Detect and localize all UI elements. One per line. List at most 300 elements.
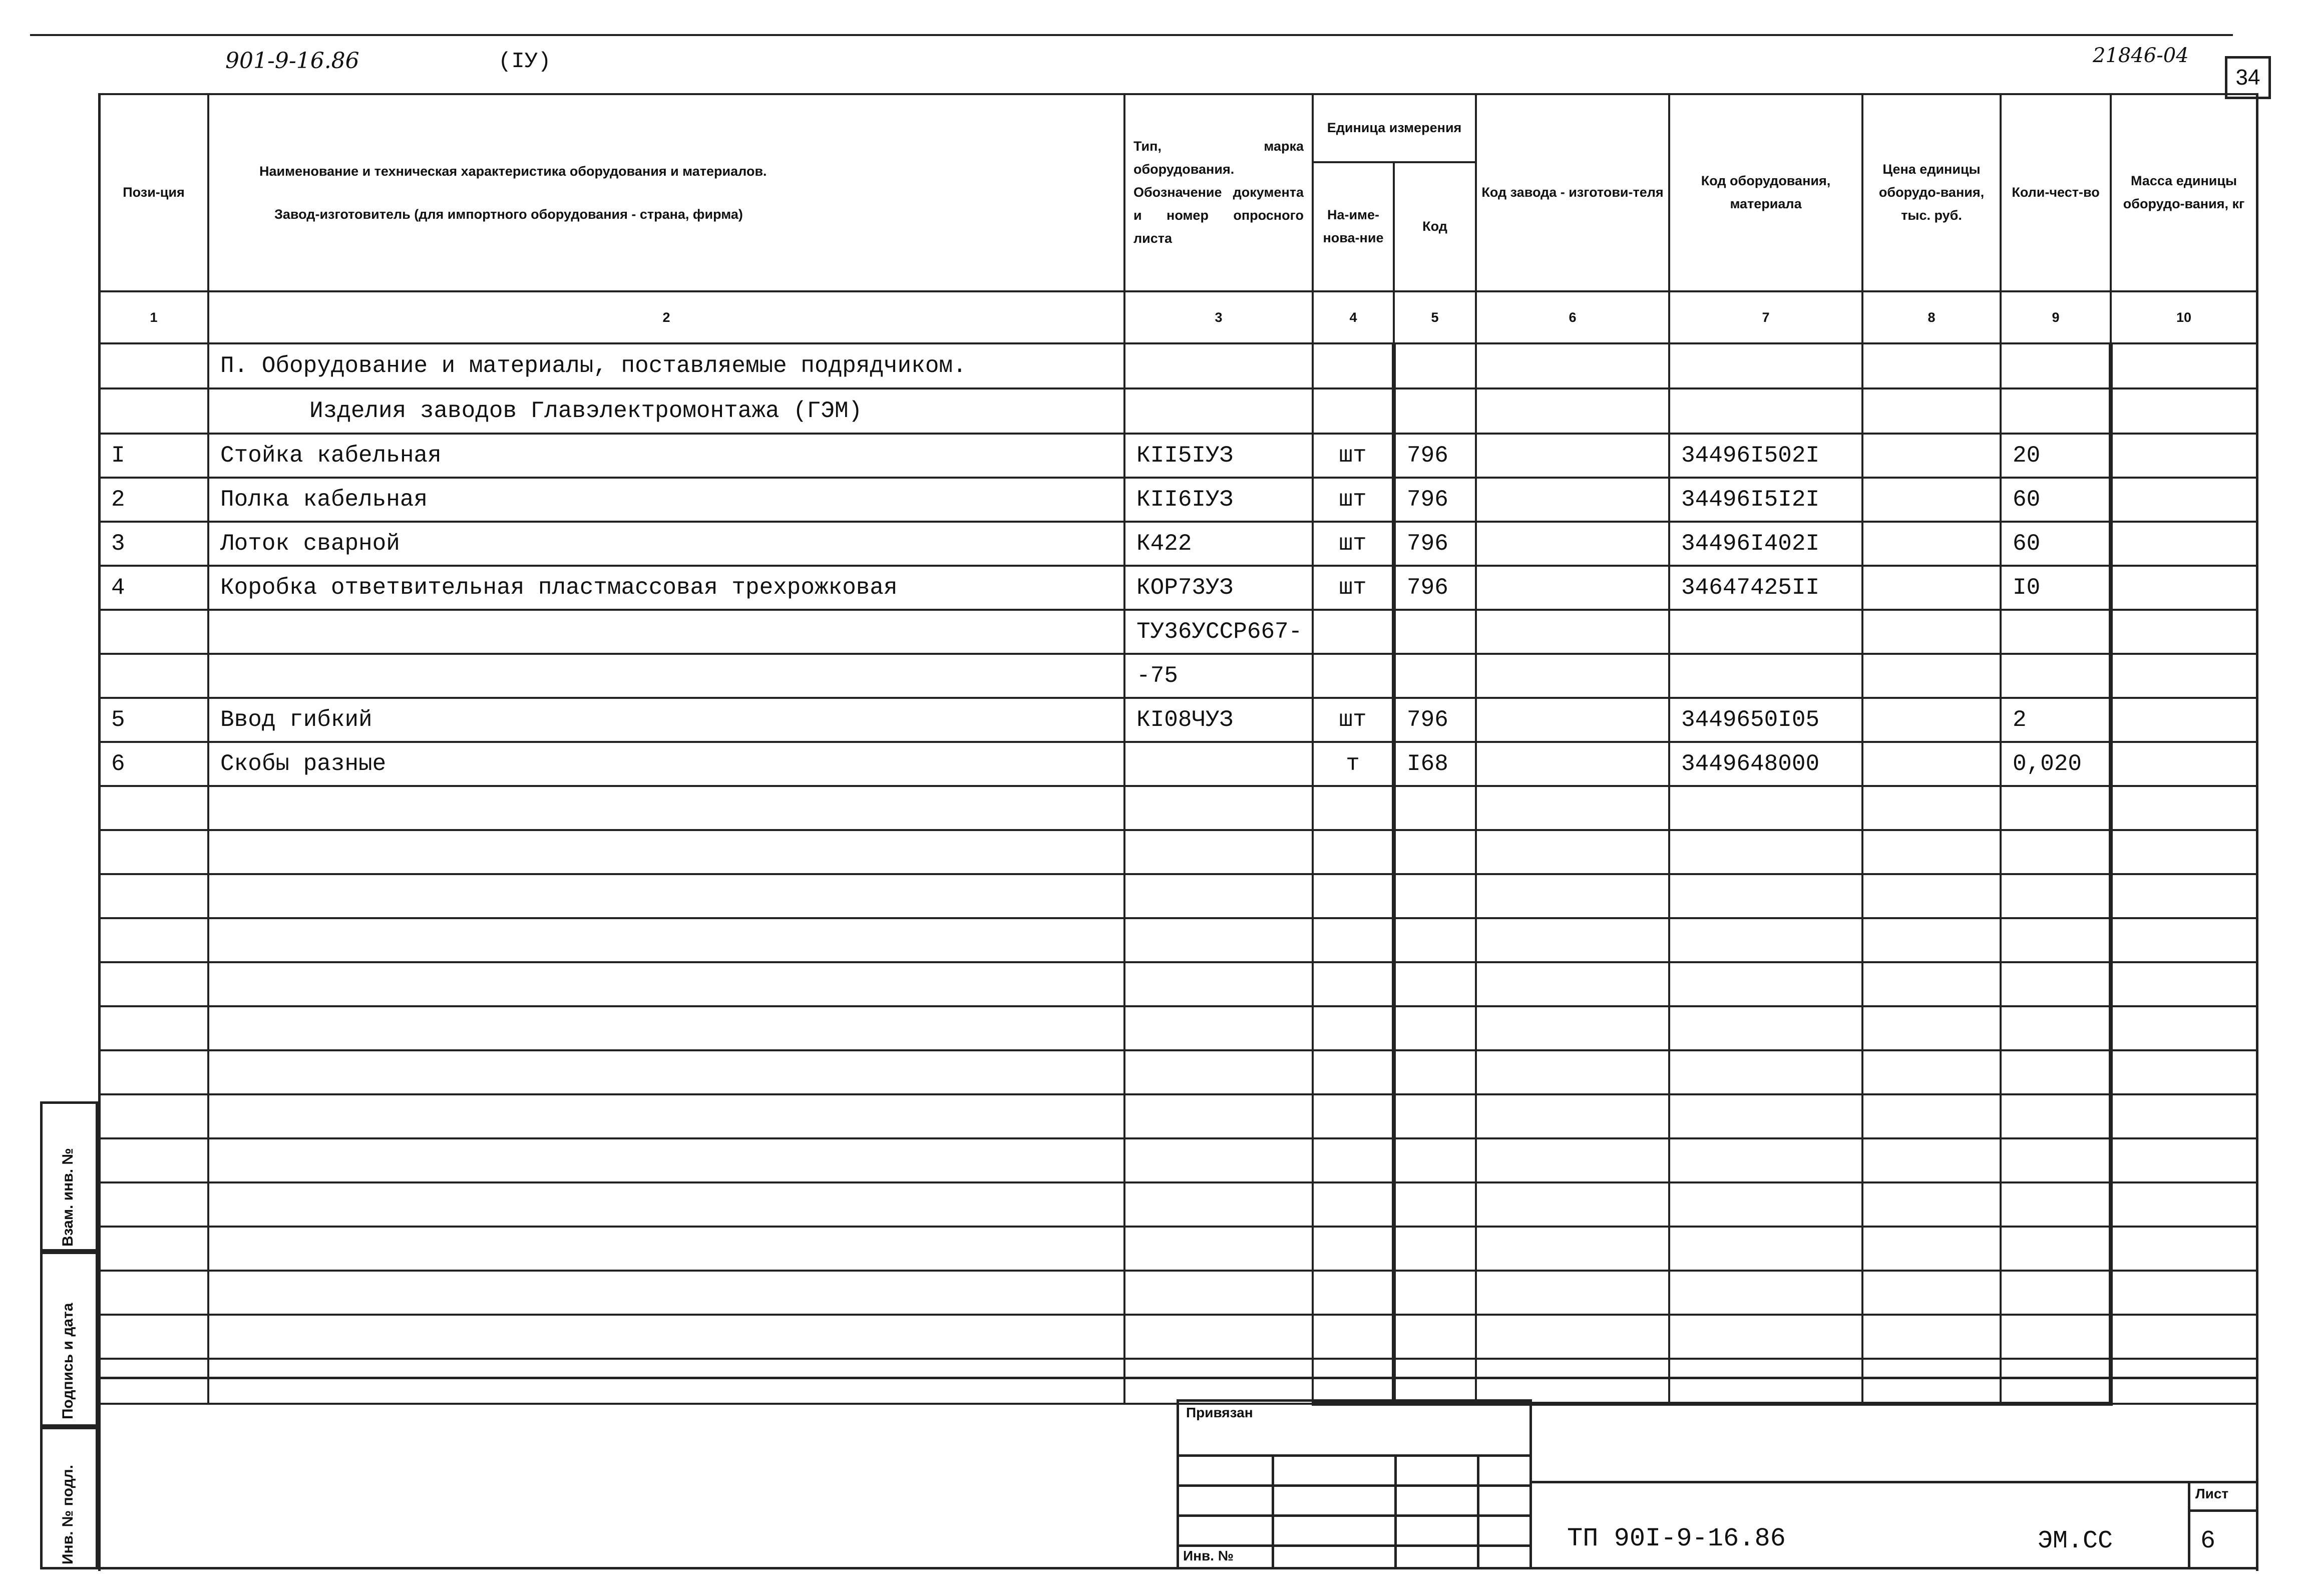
empty-cell <box>1476 1271 1669 1315</box>
empty-cell <box>99 1271 208 1315</box>
empty-cell <box>1394 962 1476 1006</box>
empty-cell <box>2001 962 2111 1006</box>
col-number: 8 <box>1862 291 2001 343</box>
item-material-code <box>1669 654 1862 698</box>
item-unit: шт <box>1313 434 1394 478</box>
col-number: 4 <box>1313 291 1394 343</box>
empty-cell <box>1476 874 1669 918</box>
empty-cell <box>1669 1050 1862 1094</box>
col-price-header: Цена единицы оборудо-вания, тыс. руб. <box>1862 94 2001 291</box>
item-unit-code: 796 <box>1394 434 1476 478</box>
stamp-inv-original <box>40 1427 98 1569</box>
empty-cell <box>1862 1050 2001 1094</box>
doc-type: ЭМ.СС <box>2038 1527 2113 1555</box>
empty-cell <box>1669 830 1862 874</box>
empty-cell <box>1669 343 1862 388</box>
sheet-number: 34 <box>2235 65 2260 90</box>
empty-cell <box>208 962 1124 1006</box>
empty-cell <box>1394 1315 1476 1359</box>
empty-cell <box>1862 786 2001 830</box>
table-row <box>99 566 2257 610</box>
item-quantity: 60 <box>2001 522 2111 566</box>
item-position: 6 <box>99 742 208 786</box>
item-mass <box>2111 522 2257 566</box>
item-type: КI08ЧУЗ <box>1124 698 1313 742</box>
item-name: Ввод гибкий <box>208 698 1124 742</box>
empty-cell <box>1476 786 1669 830</box>
empty-cell <box>99 786 208 830</box>
item-material-code: 34647425II <box>1669 566 1862 610</box>
item-unit: шт <box>1313 698 1394 742</box>
empty-cell <box>1313 388 1394 434</box>
item-unit-code <box>1394 654 1476 698</box>
empty-cell <box>208 1094 1124 1138</box>
empty-row <box>99 1182 2257 1227</box>
empty-cell <box>1313 830 1394 874</box>
item-unit-code <box>1394 610 1476 654</box>
empty-cell <box>208 1227 1124 1271</box>
empty-cell <box>99 1138 208 1182</box>
item-type <box>1124 742 1313 786</box>
empty-cell <box>2111 830 2257 874</box>
empty-cell <box>99 1094 208 1138</box>
empty-cell <box>1124 786 1313 830</box>
empty-row <box>99 786 2257 830</box>
col-number: 1 <box>99 291 208 343</box>
empty-cell <box>1313 1094 1394 1138</box>
empty-cell <box>2001 1006 2111 1050</box>
empty-cell <box>1476 343 1669 388</box>
empty-cell <box>1313 918 1394 962</box>
item-price <box>1862 742 2001 786</box>
item-mass <box>2111 654 2257 698</box>
empty-cell <box>1476 1050 1669 1094</box>
grid-line <box>1394 1454 1397 1569</box>
empty-cell <box>1124 1182 1313 1227</box>
item-name: Скобы разные <box>208 742 1124 786</box>
table-row <box>99 522 2257 566</box>
empty-cell <box>2001 830 2111 874</box>
col-number: 6 <box>1476 291 1669 343</box>
table-row <box>99 478 2257 522</box>
sheet-cell-divider <box>2188 1481 2190 1569</box>
item-maker-code <box>1476 610 1669 654</box>
table-row <box>99 698 2257 742</box>
empty-cell <box>99 962 208 1006</box>
item-position <box>99 654 208 698</box>
empty-cell <box>208 874 1124 918</box>
empty-cell <box>2111 962 2257 1006</box>
item-position <box>99 610 208 654</box>
empty-cell <box>1394 874 1476 918</box>
item-name: Стойка кабельная <box>208 434 1124 478</box>
item-material-code: 34496I5I2I <box>1669 478 1862 522</box>
frame-bottom <box>40 1567 2258 1569</box>
empty-cell <box>1669 1315 1862 1359</box>
stamp-top-rule <box>1529 1481 2256 1483</box>
item-quantity: 60 <box>2001 478 2111 522</box>
sheet-cell-rule <box>2188 1509 2256 1512</box>
item-name: Коробка ответвительная пластмассовая трехрожковая <box>208 566 1124 610</box>
sheet-label: Лист <box>2195 1486 2229 1501</box>
empty-cell <box>1669 1138 1862 1182</box>
stamp-inv-replace <box>40 1101 98 1252</box>
empty-row <box>99 1094 2257 1138</box>
empty-cell <box>1124 1227 1313 1271</box>
handwritten-doc-code: 901-9-16.86 <box>225 48 359 74</box>
empty-cell <box>99 1315 208 1359</box>
table-row <box>99 434 2257 478</box>
col-qty-header: Коли-чест-во <box>2001 94 2111 291</box>
empty-cell <box>1669 388 1862 434</box>
col-number: 5 <box>1394 291 1476 343</box>
item-name: Лоток сварной <box>208 522 1124 566</box>
item-type: К422 <box>1124 522 1313 566</box>
empty-cell <box>99 874 208 918</box>
empty-cell <box>1862 1315 2001 1359</box>
inv-no-label: Инв. № <box>1183 1548 1234 1563</box>
item-maker-code <box>1476 654 1669 698</box>
empty-cell <box>1394 343 1476 388</box>
empty-cell <box>1669 1227 1862 1271</box>
item-unit: шт <box>1313 566 1394 610</box>
empty-cell <box>2001 1182 2111 1227</box>
table-row <box>99 742 2257 786</box>
col-number: 10 <box>2111 291 2257 343</box>
empty-cell <box>1124 343 1313 388</box>
item-price <box>1862 522 2001 566</box>
item-unit-code: 796 <box>1394 478 1476 522</box>
empty-row <box>99 1138 2257 1182</box>
col-maker-code-header: Код завода - изготови-теля <box>1476 94 1669 291</box>
item-unit <box>1313 610 1394 654</box>
empty-cell <box>1124 1094 1313 1138</box>
col-mass-header: Масса единицы оборудо-вания, кг <box>2111 94 2257 291</box>
item-quantity <box>2001 654 2111 698</box>
item-material-code: 34496I402I <box>1669 522 1862 566</box>
empty-cell <box>1476 962 1669 1006</box>
empty-cell <box>1394 918 1476 962</box>
item-name <box>208 610 1124 654</box>
col-position-header: Пози-ция <box>99 94 208 291</box>
empty-cell <box>2001 1271 2111 1315</box>
item-quantity <box>2001 610 2111 654</box>
empty-cell <box>1313 1359 1394 1404</box>
archive-number: 21846-04 <box>2093 44 2189 67</box>
empty-cell <box>1313 874 1394 918</box>
col-name-header-line2: Завод-изготовитель (для импортного оборудования - страна, фирма) <box>274 207 743 222</box>
col-number: 9 <box>2001 291 2111 343</box>
item-type: ТУ36УССР667- <box>1124 610 1313 654</box>
item-type: КII6IУЗ <box>1124 478 1313 522</box>
empty-cell <box>1124 1315 1313 1359</box>
item-unit-code: I68 <box>1394 742 1476 786</box>
empty-cell <box>1476 1227 1669 1271</box>
item-maker-code <box>1476 478 1669 522</box>
empty-cell <box>2001 1359 2111 1404</box>
empty-cell <box>1862 918 2001 962</box>
empty-cell <box>2001 1050 2111 1094</box>
empty-cell <box>1862 1271 2001 1315</box>
empty-cell <box>1124 830 1313 874</box>
empty-row <box>99 962 2257 1006</box>
item-maker-code <box>1476 434 1669 478</box>
empty-cell <box>2111 874 2257 918</box>
empty-cell <box>99 1227 208 1271</box>
item-position: 3 <box>99 522 208 566</box>
frame-left <box>98 93 101 1571</box>
item-price <box>1862 478 2001 522</box>
empty-cell <box>1862 1006 2001 1050</box>
empty-cell <box>1394 830 1476 874</box>
col-number: 2 <box>208 291 1124 343</box>
empty-cell <box>1862 343 2001 388</box>
item-position: 2 <box>99 478 208 522</box>
empty-cell <box>1124 1359 1313 1404</box>
item-mass <box>2111 434 2257 478</box>
empty-row <box>99 1359 2257 1404</box>
empty-cell <box>1476 830 1669 874</box>
empty-cell <box>2001 786 2111 830</box>
project-code: ТП 90I-9-16.86 <box>1567 1524 1786 1553</box>
col-number: 7 <box>1669 291 1862 343</box>
table-row <box>99 610 2257 654</box>
section-title: П. Оборудование и материалы, поставляемые подрядчиком. <box>208 343 1124 388</box>
empty-cell <box>1669 1006 1862 1050</box>
empty-cell <box>208 830 1124 874</box>
empty-cell <box>1313 1050 1394 1094</box>
empty-cell <box>208 918 1124 962</box>
empty-row <box>99 874 2257 918</box>
column-number-row <box>99 291 2257 343</box>
empty-cell <box>1476 918 1669 962</box>
privyazan-label: Привязан <box>1186 1405 1253 1420</box>
item-price <box>1862 434 2001 478</box>
empty-cell <box>2111 1182 2257 1227</box>
empty-cell <box>2001 388 2111 434</box>
item-material-code: 34496I502I <box>1669 434 1862 478</box>
empty-cell <box>2111 786 2257 830</box>
item-unit: т <box>1313 742 1394 786</box>
table-body <box>99 343 2257 1404</box>
top-rule <box>30 34 2233 36</box>
item-price <box>1862 566 2001 610</box>
empty-cell <box>2001 874 2111 918</box>
item-price <box>1862 654 2001 698</box>
empty-cell <box>208 786 1124 830</box>
empty-row <box>99 1227 2257 1271</box>
empty-cell <box>2001 1315 2111 1359</box>
empty-cell <box>1313 1315 1394 1359</box>
empty-cell <box>2001 343 2111 388</box>
empty-cell <box>1862 874 2001 918</box>
empty-cell <box>1313 1006 1394 1050</box>
empty-cell <box>1669 918 1862 962</box>
empty-row <box>99 918 2257 962</box>
empty-cell <box>1394 1050 1476 1094</box>
empty-cell <box>1862 388 2001 434</box>
empty-cell <box>1313 786 1394 830</box>
privyazan-box <box>1177 1399 1532 1569</box>
group-title-row <box>99 388 2257 434</box>
empty-cell <box>1862 1138 2001 1182</box>
col-number: 3 <box>1124 291 1313 343</box>
stamp-sign-date <box>40 1252 98 1427</box>
empty-cell <box>2111 1271 2257 1315</box>
empty-cell <box>1394 1094 1476 1138</box>
empty-cell <box>1394 388 1476 434</box>
empty-cell <box>1394 1182 1476 1227</box>
col-unit-name-header: На-име-нова-ние <box>1313 162 1394 291</box>
empty-cell <box>1124 1271 1313 1315</box>
empty-cell <box>1669 786 1862 830</box>
empty-cell <box>2001 1227 2111 1271</box>
empty-cell <box>1124 962 1313 1006</box>
empty-cell <box>99 1359 208 1404</box>
item-maker-code <box>1476 566 1669 610</box>
empty-cell <box>2111 1094 2257 1138</box>
grid-line <box>1272 1454 1274 1569</box>
item-unit-code: 796 <box>1394 698 1476 742</box>
empty-cell <box>2001 1094 2111 1138</box>
empty-cell <box>1669 1271 1862 1315</box>
header-row <box>99 94 2257 162</box>
item-unit-code: 796 <box>1394 522 1476 566</box>
empty-cell <box>1476 1182 1669 1227</box>
empty-cell <box>99 918 208 962</box>
col-name-header <box>208 94 1124 291</box>
empty-cell <box>208 1182 1124 1227</box>
empty-cell <box>1313 1182 1394 1227</box>
empty-cell <box>208 1138 1124 1182</box>
empty-cell <box>1124 874 1313 918</box>
pos-cell <box>99 343 208 388</box>
empty-cell <box>1394 1006 1476 1050</box>
empty-cell <box>1313 1271 1394 1315</box>
empty-cell <box>1669 1094 1862 1138</box>
empty-cell <box>1124 388 1313 434</box>
empty-cell <box>2111 388 2257 434</box>
empty-cell <box>208 1271 1124 1315</box>
item-material-code: 3449648000 <box>1669 742 1862 786</box>
pos-cell <box>99 388 208 434</box>
item-maker-code <box>1476 522 1669 566</box>
empty-row <box>99 1315 2257 1359</box>
item-name: Полка кабельная <box>208 478 1124 522</box>
col-type-header: Тип, марка оборудования. Обозначение документа и номер опросного листа <box>1124 94 1313 291</box>
item-maker-code <box>1476 698 1669 742</box>
item-type: КII5IУЗ <box>1124 434 1313 478</box>
item-mass <box>2111 478 2257 522</box>
item-unit: шт <box>1313 478 1394 522</box>
empty-cell <box>1476 1094 1669 1138</box>
specification-table <box>98 93 2258 1406</box>
empty-cell <box>1394 786 1476 830</box>
empty-cell <box>1124 1138 1313 1182</box>
item-unit: шт <box>1313 522 1394 566</box>
table-row <box>99 654 2257 698</box>
empty-cell <box>1313 962 1394 1006</box>
item-material-code: 3449650I05 <box>1669 698 1862 742</box>
item-mass <box>2111 566 2257 610</box>
item-price <box>1862 698 2001 742</box>
empty-cell <box>2111 1359 2257 1404</box>
empty-cell <box>99 1050 208 1094</box>
empty-cell <box>1476 1138 1669 1182</box>
item-unit <box>1313 654 1394 698</box>
empty-cell <box>99 1182 208 1227</box>
item-position: 5 <box>99 698 208 742</box>
empty-cell <box>1476 1315 1669 1359</box>
section-label: (IУ) <box>498 49 551 74</box>
grid-line <box>1477 1454 1479 1569</box>
item-position: I <box>99 434 208 478</box>
item-quantity: 0,020 <box>2001 742 2111 786</box>
empty-cell <box>1124 918 1313 962</box>
empty-cell <box>1313 1138 1394 1182</box>
item-quantity: I0 <box>2001 566 2111 610</box>
empty-cell <box>1862 1094 2001 1138</box>
empty-cell <box>1124 1050 1313 1094</box>
col-name-header-line1: Наименование и техническая характеристика оборудования и материалов. <box>259 163 767 179</box>
empty-cell <box>2111 1050 2257 1094</box>
empty-cell <box>1862 962 2001 1006</box>
empty-cell <box>2001 1138 2111 1182</box>
empty-cell <box>208 1050 1124 1094</box>
empty-cell <box>2111 1006 2257 1050</box>
item-maker-code <box>1476 742 1669 786</box>
empty-cell <box>1394 1227 1476 1271</box>
item-name <box>208 654 1124 698</box>
empty-cell <box>1124 1006 1313 1050</box>
empty-cell <box>208 1315 1124 1359</box>
empty-cell <box>99 1006 208 1050</box>
empty-cell <box>1476 1359 1669 1404</box>
col-unit-group-header: Единица измерения <box>1313 94 1476 162</box>
section-title-row <box>99 343 2257 388</box>
sheet-value: 6 <box>2200 1527 2216 1555</box>
empty-cell <box>1669 1182 1862 1227</box>
empty-cell <box>1394 1271 1476 1315</box>
item-mass <box>2111 610 2257 654</box>
empty-cell <box>1394 1359 1476 1404</box>
item-type: КОР73УЗ <box>1124 566 1313 610</box>
empty-cell <box>1669 1359 1862 1404</box>
empty-cell <box>1394 1138 1476 1182</box>
empty-row <box>99 1271 2257 1315</box>
item-type: -75 <box>1124 654 1313 698</box>
empty-cell <box>1313 1227 1394 1271</box>
stamp-inv-replace-label: Взам. инв. № <box>60 1148 76 1247</box>
group-title: Изделия заводов Главэлектромонтажа (ГЭМ) <box>208 388 1124 434</box>
empty-cell <box>1476 388 1669 434</box>
empty-cell <box>2111 343 2257 388</box>
empty-cell <box>2001 918 2111 962</box>
empty-cell <box>1669 962 1862 1006</box>
item-price <box>1862 610 2001 654</box>
item-quantity: 2 <box>2001 698 2111 742</box>
empty-cell <box>208 1359 1124 1404</box>
item-mass <box>2111 742 2257 786</box>
empty-cell <box>2111 1227 2257 1271</box>
empty-cell <box>99 830 208 874</box>
empty-cell <box>1862 830 2001 874</box>
empty-row <box>99 1006 2257 1050</box>
item-unit-code: 796 <box>1394 566 1476 610</box>
empty-cell <box>1862 1182 2001 1227</box>
item-mass <box>2111 698 2257 742</box>
item-position: 4 <box>99 566 208 610</box>
